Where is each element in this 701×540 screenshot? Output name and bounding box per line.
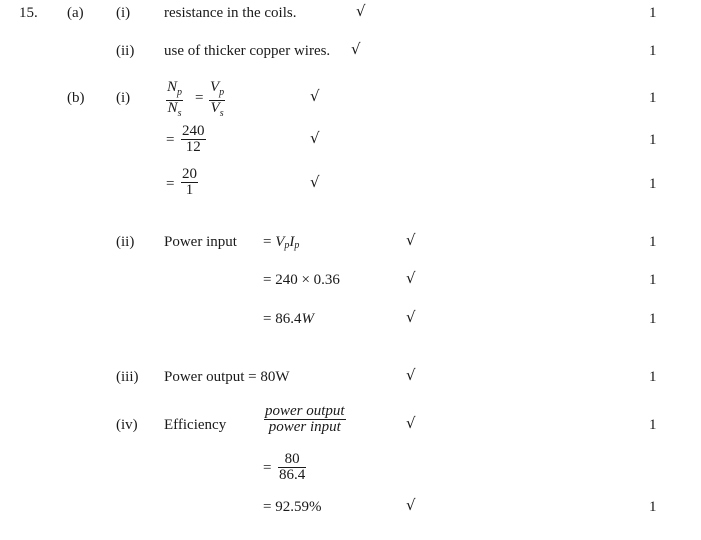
fraction-denominator: power input xyxy=(264,419,346,435)
fraction-np-ns: $\frac{N_p}{N_s}$ xyxy=(167,79,183,119)
mark-b-i-1: 1 xyxy=(649,90,657,106)
fraction-numerator: power output xyxy=(265,403,345,419)
tick-icon: √ xyxy=(406,366,416,384)
tick-icon: √ xyxy=(310,129,320,147)
tick-icon: √ xyxy=(406,414,416,432)
sub-label-b-iv: (iv) xyxy=(116,417,138,433)
fraction-numerator: 20 xyxy=(182,166,197,182)
mark-a-i: 1 xyxy=(649,5,657,21)
power-input-formula: = $V_pI_p$ xyxy=(263,234,300,251)
fraction-power-output-input xyxy=(264,404,346,435)
tick-icon: √ xyxy=(406,496,416,514)
mark-b-i-2: 1 xyxy=(649,132,657,148)
mark-b-ii-2: 1 xyxy=(649,272,657,288)
fraction-denominator: 12 xyxy=(181,139,206,155)
part-label-b: (b) xyxy=(67,90,85,106)
tick-icon: √ xyxy=(351,40,361,58)
fraction-vp-vs: $\frac{V_p}{V_s}$ xyxy=(210,79,225,119)
fraction-denominator: 1 xyxy=(181,182,198,198)
mark-b-iv-1: 1 xyxy=(649,417,657,433)
sub-label-b-i: (i) xyxy=(116,90,131,106)
efficiency-result: = 92.59% xyxy=(263,499,322,515)
fraction-numerator: 240 xyxy=(182,123,205,139)
question-number: 15. xyxy=(19,5,38,21)
mark-b-ii-1: 1 xyxy=(649,234,657,250)
sub-label-b-ii: (ii) xyxy=(116,234,135,250)
equals-sign: = xyxy=(166,176,175,192)
fraction-20-1 xyxy=(181,167,198,198)
fraction-240-12 xyxy=(181,124,206,155)
mark-a-ii: 1 xyxy=(649,43,657,59)
sub-label-b-iii: (iii) xyxy=(116,369,139,385)
power-input-substitution: = 240 × 0.36 xyxy=(263,272,340,288)
answer-a-i: resistance in the coils. xyxy=(164,5,297,21)
equals-sign: = xyxy=(263,460,272,476)
fraction-denominator: 86.4 xyxy=(279,467,306,483)
sub-label-a-ii: (ii) xyxy=(116,43,135,59)
power-output: Power output = 80W xyxy=(164,369,290,385)
fraction-numerator: 80 xyxy=(284,451,300,467)
power-input-label: Power input xyxy=(164,234,237,250)
fraction-80-86-4 xyxy=(278,452,306,483)
answer-a-ii: use of thicker copper wires. xyxy=(164,43,331,59)
tick-icon: √ xyxy=(310,87,320,105)
equals-sign: = xyxy=(166,132,175,148)
tick-icon: √ xyxy=(406,269,416,287)
mark-b-i-3: 1 xyxy=(649,176,657,192)
tick-icon: √ xyxy=(310,173,320,191)
mark-b-ii-3: 1 xyxy=(649,311,657,327)
sub-label-a-i: (i) xyxy=(116,5,131,21)
power-input-result: = 86.4W xyxy=(263,311,314,327)
part-label-a: (a) xyxy=(67,5,84,21)
efficiency-label: Efficiency xyxy=(164,417,227,433)
tick-icon: √ xyxy=(406,231,416,249)
equals-sign: = xyxy=(195,90,204,106)
tick-icon: √ xyxy=(356,2,366,20)
tick-icon: √ xyxy=(406,308,416,326)
mark-b-iv-2: 1 xyxy=(649,499,657,515)
mark-b-iii: 1 xyxy=(649,369,657,385)
